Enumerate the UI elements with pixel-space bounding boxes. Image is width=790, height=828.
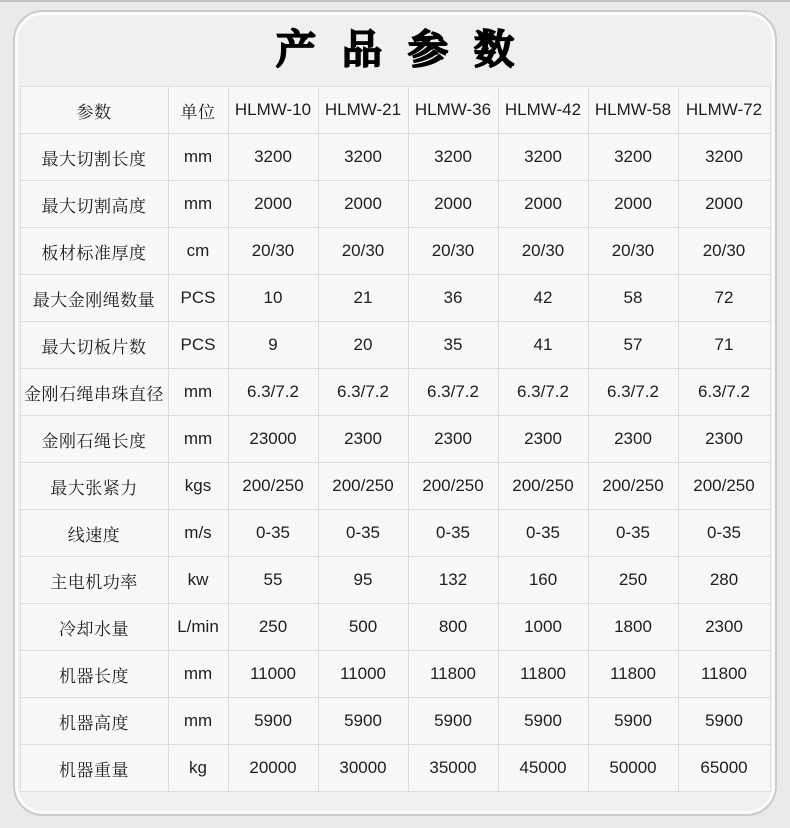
unit-label: m/s [168, 510, 228, 557]
unit-label: mm [168, 416, 228, 463]
spec-value: 6.3/7.2 [228, 369, 318, 416]
page-title-text: 产品参数 [276, 28, 540, 72]
product-parameters-panel [13, 10, 777, 816]
spec-value: 2000 [228, 181, 318, 228]
table-row [20, 369, 770, 416]
spec-value: 20 [318, 322, 408, 369]
spec-table-header-row [20, 87, 770, 134]
unit-label: mm [168, 651, 228, 698]
spec-value: 250 [588, 557, 678, 604]
param-label: 板材标准厚度 [20, 228, 168, 275]
spec-value: 11800 [588, 651, 678, 698]
spec-value: 35000 [408, 745, 498, 792]
column-header-model: HLMW-21 [318, 87, 408, 134]
spec-value: 11800 [498, 651, 588, 698]
page-top-divider [0, 0, 790, 2]
spec-value: 5900 [588, 698, 678, 745]
spec-value: 55 [228, 557, 318, 604]
spec-value: 71 [678, 322, 770, 369]
spec-value: 11000 [318, 651, 408, 698]
spec-value: 21 [318, 275, 408, 322]
unit-label: PCS [168, 275, 228, 322]
spec-value: 1800 [588, 604, 678, 651]
param-label: 最大金刚绳数量 [20, 275, 168, 322]
table-row [20, 463, 770, 510]
column-header-model: HLMW-58 [588, 87, 678, 134]
param-label: 最大张紧力 [20, 463, 168, 510]
spec-value: 3200 [678, 134, 770, 181]
param-label: 最大切割长度 [20, 134, 168, 181]
spec-value: 200/250 [228, 463, 318, 510]
spec-value: 20/30 [318, 228, 408, 275]
spec-value: 2000 [678, 181, 770, 228]
spec-value: 20000 [228, 745, 318, 792]
spec-value: 2000 [408, 181, 498, 228]
spec-value: 0-35 [588, 510, 678, 557]
spec-value: 10 [228, 275, 318, 322]
spec-value: 200/250 [498, 463, 588, 510]
table-row [20, 134, 770, 181]
param-label: 冷却水量 [20, 604, 168, 651]
spec-value: 3200 [318, 134, 408, 181]
unit-label: mm [168, 369, 228, 416]
spec-value: 9 [228, 322, 318, 369]
spec-value: 200/250 [318, 463, 408, 510]
column-header-model: HLMW-42 [498, 87, 588, 134]
spec-value: 36 [408, 275, 498, 322]
column-header-model: HLMW-36 [408, 87, 498, 134]
spec-value: 132 [408, 557, 498, 604]
spec-value: 2300 [408, 416, 498, 463]
unit-label: mm [168, 698, 228, 745]
spec-value: 500 [318, 604, 408, 651]
spec-value: 6.3/7.2 [588, 369, 678, 416]
spec-value: 1000 [498, 604, 588, 651]
table-row [20, 510, 770, 557]
unit-label: kw [168, 557, 228, 604]
spec-value: 0-35 [408, 510, 498, 557]
spec-value: 2000 [498, 181, 588, 228]
spec-value: 2300 [318, 416, 408, 463]
page-title [15, 28, 775, 72]
param-label: 金刚石绳长度 [20, 416, 168, 463]
table-row [20, 698, 770, 745]
table-row [20, 745, 770, 792]
spec-value: 11000 [228, 651, 318, 698]
spec-value: 6.3/7.2 [498, 369, 588, 416]
spec-value: 42 [498, 275, 588, 322]
spec-value: 200/250 [588, 463, 678, 510]
spec-value: 20/30 [408, 228, 498, 275]
spec-value: 6.3/7.2 [408, 369, 498, 416]
param-label: 线速度 [20, 510, 168, 557]
spec-table-body [20, 134, 770, 792]
unit-label: kg [168, 745, 228, 792]
spec-value: 58 [588, 275, 678, 322]
spec-value: 200/250 [678, 463, 770, 510]
spec-value: 250 [228, 604, 318, 651]
spec-value: 3200 [498, 134, 588, 181]
table-row [20, 651, 770, 698]
spec-value: 800 [408, 604, 498, 651]
spec-value: 2300 [678, 604, 770, 651]
table-row [20, 322, 770, 369]
table-row [20, 181, 770, 228]
spec-value: 20/30 [498, 228, 588, 275]
spec-value: 160 [498, 557, 588, 604]
spec-value: 2000 [318, 181, 408, 228]
param-label: 主电机功率 [20, 557, 168, 604]
param-label: 机器高度 [20, 698, 168, 745]
spec-value: 5900 [318, 698, 408, 745]
column-header-model: HLMW-10 [228, 87, 318, 134]
column-header-param: 参数 [20, 87, 168, 134]
unit-label: L/min [168, 604, 228, 651]
spec-value: 11800 [408, 651, 498, 698]
spec-value: 6.3/7.2 [318, 369, 408, 416]
spec-value: 65000 [678, 745, 770, 792]
column-header-unit: 单位 [168, 87, 228, 134]
unit-label: mm [168, 134, 228, 181]
spec-value: 3200 [588, 134, 678, 181]
spec-value: 2300 [498, 416, 588, 463]
spec-value: 2300 [678, 416, 770, 463]
unit-label: cm [168, 228, 228, 275]
spec-value: 2000 [588, 181, 678, 228]
spec-value: 0-35 [228, 510, 318, 557]
param-label: 机器长度 [20, 651, 168, 698]
param-label: 最大切板片数 [20, 322, 168, 369]
spec-value: 6.3/7.2 [678, 369, 770, 416]
param-label: 机器重量 [20, 745, 168, 792]
table-row [20, 557, 770, 604]
table-row [20, 416, 770, 463]
spec-value: 20/30 [228, 228, 318, 275]
spec-value: 41 [498, 322, 588, 369]
spec-value: 3200 [408, 134, 498, 181]
spec-value: 5900 [228, 698, 318, 745]
spec-value: 23000 [228, 416, 318, 463]
table-row [20, 275, 770, 322]
spec-value: 0-35 [678, 510, 770, 557]
spec-value: 35 [408, 322, 498, 369]
spec-value: 2300 [588, 416, 678, 463]
spec-value: 0-35 [498, 510, 588, 557]
spec-value: 20/30 [678, 228, 770, 275]
spec-value: 200/250 [408, 463, 498, 510]
spec-table [20, 86, 771, 792]
param-label: 最大切割高度 [20, 181, 168, 228]
spec-value: 5900 [498, 698, 588, 745]
spec-value: 72 [678, 275, 770, 322]
spec-value: 95 [318, 557, 408, 604]
unit-label: PCS [168, 322, 228, 369]
spec-value: 57 [588, 322, 678, 369]
table-row [20, 604, 770, 651]
spec-value: 3200 [228, 134, 318, 181]
table-row [20, 228, 770, 275]
spec-value: 45000 [498, 745, 588, 792]
spec-value: 5900 [678, 698, 770, 745]
spec-value: 50000 [588, 745, 678, 792]
spec-value: 0-35 [318, 510, 408, 557]
column-header-model: HLMW-72 [678, 87, 770, 134]
spec-value: 11800 [678, 651, 770, 698]
spec-value: 20/30 [588, 228, 678, 275]
spec-value: 280 [678, 557, 770, 604]
unit-label: kgs [168, 463, 228, 510]
unit-label: mm [168, 181, 228, 228]
spec-value: 30000 [318, 745, 408, 792]
spec-value: 5900 [408, 698, 498, 745]
param-label: 金刚石绳串珠直径 [20, 369, 168, 416]
